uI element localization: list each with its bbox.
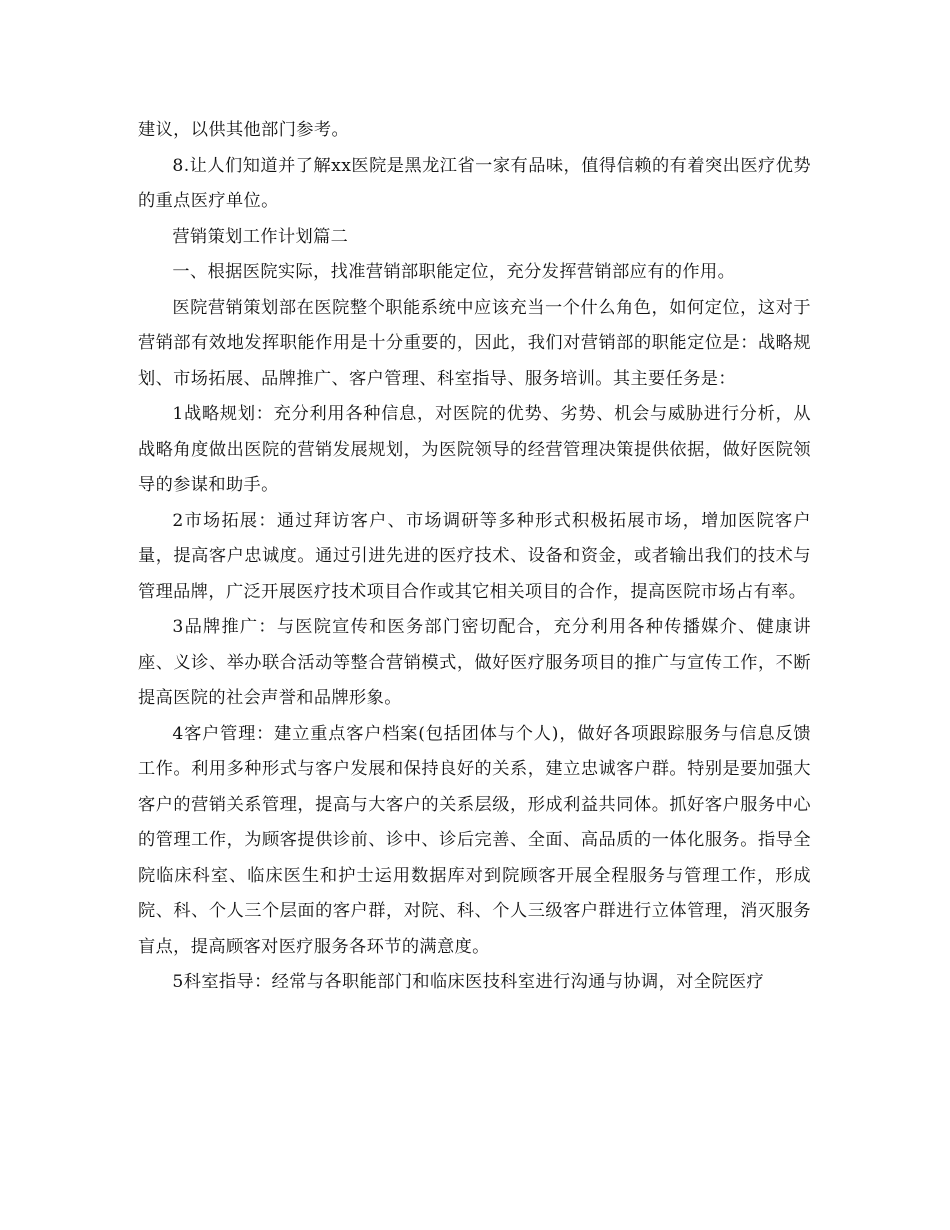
paragraph-customer-management: 4客户管理：建立重点客户档案(包括团体与个人)，做好各项跟踪服务与信息反馈工作。利用多种形式与客户发展和保持良好的关系，建立忠诚客户群。特别是要加强大客户的营销关系管理，提高与大客户的关系层级，形成利益共同体。抓好客户服务中心的管理工作，为顾客提供诊前、诊中、诊后完善、全面、高品质的一体化服务。指导全院临床科室、临床医生和护士运用数据库对到院顾客开展全程服务与管理工作，形成院、科、个人三个层面的客户群，对院、科、个人三级客户群进行立体管理，消灭服务盲点，提高顾客对医疗服务各环节的满意度。	[138, 723, 811, 957]
section-heading-1: 一、根据医院实际，找准营销部职能定位，充分发挥营销部应有的作用。	[172, 262, 736, 282]
paragraph-brand-promotion: 3品牌推广：与医院宣传和医务部门密切配合，充分利用各种传播媒介、健康讲座、义诊、举办联合活动等整合营销模式，做好医疗服务项目的推广与宣传工作，不断提高医院的社会声誉和品牌形象。	[138, 617, 811, 708]
paragraph-department-guidance: 5科室指导：经常与各职能部门和临床医技科室进行沟通与协调，对全院医疗	[172, 972, 765, 992]
paragraph-continuation: 建议，以供其他部门参考。	[138, 120, 350, 140]
document-body	[138, 113, 811, 1001]
section-title: 营销策划工作计划篇二	[172, 226, 349, 247]
paragraph-role-definition: 医院营销策划部在医院整个职能系统中应该充当一个什么角色，如何定位，这对于营销部有效地发挥职能作用是十分重要的，因此，我们对营销部的职能定位是：战略规划、市场拓展、品牌推广、客户管理、科室指导、服务培训。其主要任务是：	[138, 297, 811, 389]
paragraph-item-8: 8.让人们知道并了解xx医院是黑龙江省一家有品味，值得信赖的有着突出医疗优势的重点医疗单位。	[138, 155, 811, 211]
paragraph-strategy-planning: 1战略规划：充分利用各种信息，对医院的优势、劣势、机会与威胁进行分析，从战略角度做出医院的营销发展规划，为医院领导的经营管理决策提供依据，做好医院领导的参谋和助手。	[138, 404, 811, 495]
paragraph-market-expansion: 2市场拓展：通过拜访客户、市场调研等多种形式积极拓展市场，增加医院客户量，提高客户忠诚度。通过引进先进的医疗技术、设备和资金，或者输出我们的技术与管理品牌，广泛开展医疗技术项目合作或其它相关项目的合作，提高医院市场占有率。	[138, 510, 811, 602]
